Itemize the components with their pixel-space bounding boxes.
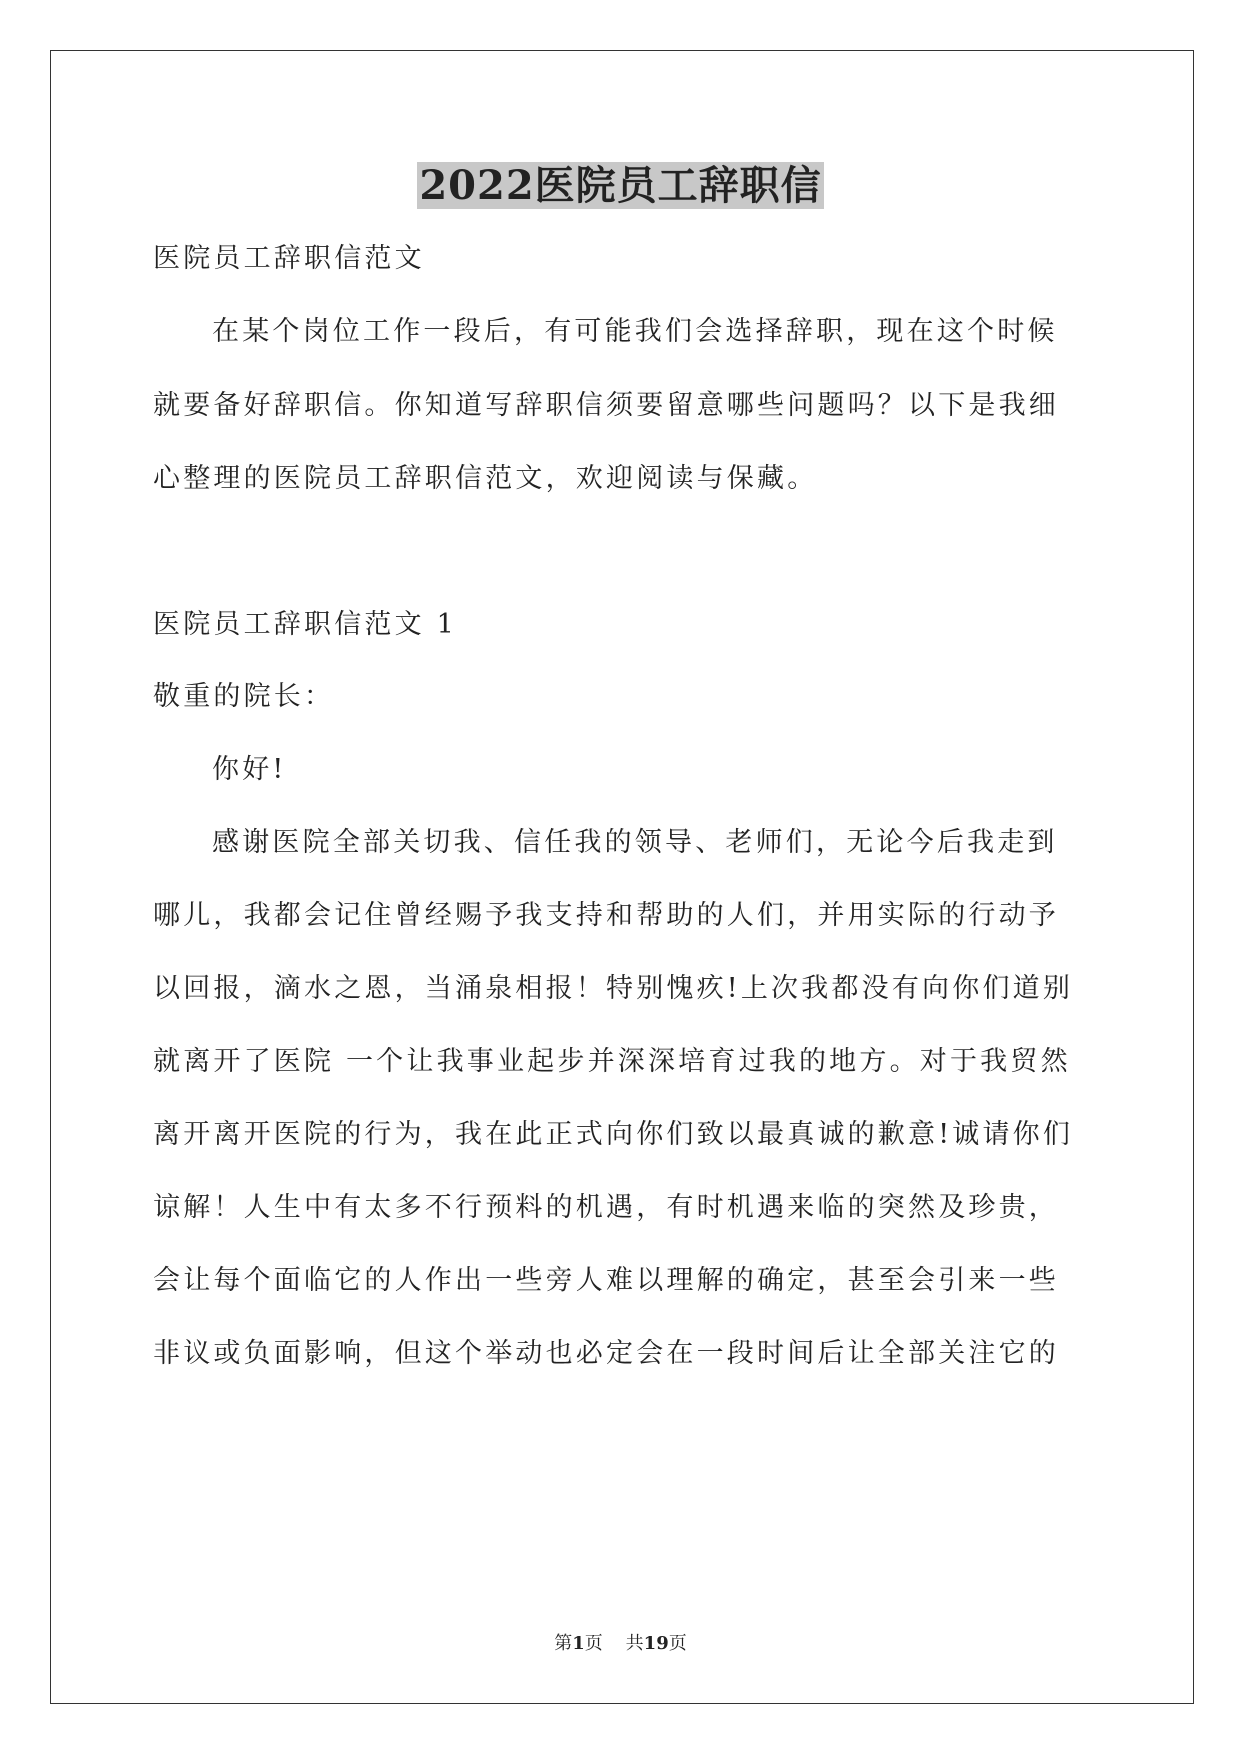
paragraph-line: 以回报，滴水之恩，当涌泉相报！特别愧疚!上次我都没有向你们道别 (153, 973, 1074, 1004)
paragraph-line: 谅解！人生中有太多不行预料的机遇，有时机遇来临的突然及珍贵， (153, 1192, 1059, 1223)
salutation: 敬重的院长： (153, 681, 335, 712)
paragraph-line: 哪儿，我都会记住曾经赐予我支持和帮助的人们，并用实际的行动予 (153, 900, 1059, 931)
section-heading: 医院员工辞职信范文 1 (153, 609, 457, 640)
paragraph-line: 会让每个面临它的人作出一些旁人难以理解的确定，甚至会引来一些 (153, 1265, 1059, 1296)
page-border (50, 50, 1194, 1704)
paragraph-line: 非议或负面影响，但这个举动也必定会在一段时间后让全部关注它的 (153, 1338, 1059, 1369)
greeting: 你好! (212, 754, 287, 785)
paragraph-line: 心整理的医院员工辞职信范文，欢迎阅读与保藏。 (153, 463, 818, 494)
page-footer (0, 1632, 1241, 1656)
document-title-text: 2022医院员工辞职信 (419, 162, 822, 209)
paragraph-line: 就离开了医院 一个让我事业起步并深深培育过我的地方。对于我贸然 (153, 1046, 1071, 1077)
paragraph-line: 在某个岗位工作一段后，有可能我们会选择辞职，现在这个时候 (212, 316, 1058, 347)
document-title (0, 158, 1241, 214)
paragraph-line: 就要备好辞职信。你知道写辞职信须要留意哪些问题吗？以下是我细 (153, 390, 1059, 421)
page-suffix: 页 (584, 1633, 603, 1654)
page-prefix: 第 (554, 1633, 573, 1654)
page-current: 1 (572, 1633, 585, 1654)
total-suffix: 页 (668, 1633, 687, 1654)
paragraph-line: 感谢医院全部关切我、信任我的领导、老师们，无论今后我走到 (212, 827, 1058, 858)
section-heading: 医院员工辞职信范文 (153, 243, 425, 274)
paragraph-line: 离开离开医院的行为，我在此正式向你们致以最真诚的歉意!诚请你们 (153, 1119, 1074, 1150)
page-total: 19 (643, 1633, 669, 1654)
total-prefix: 共 (625, 1633, 644, 1654)
